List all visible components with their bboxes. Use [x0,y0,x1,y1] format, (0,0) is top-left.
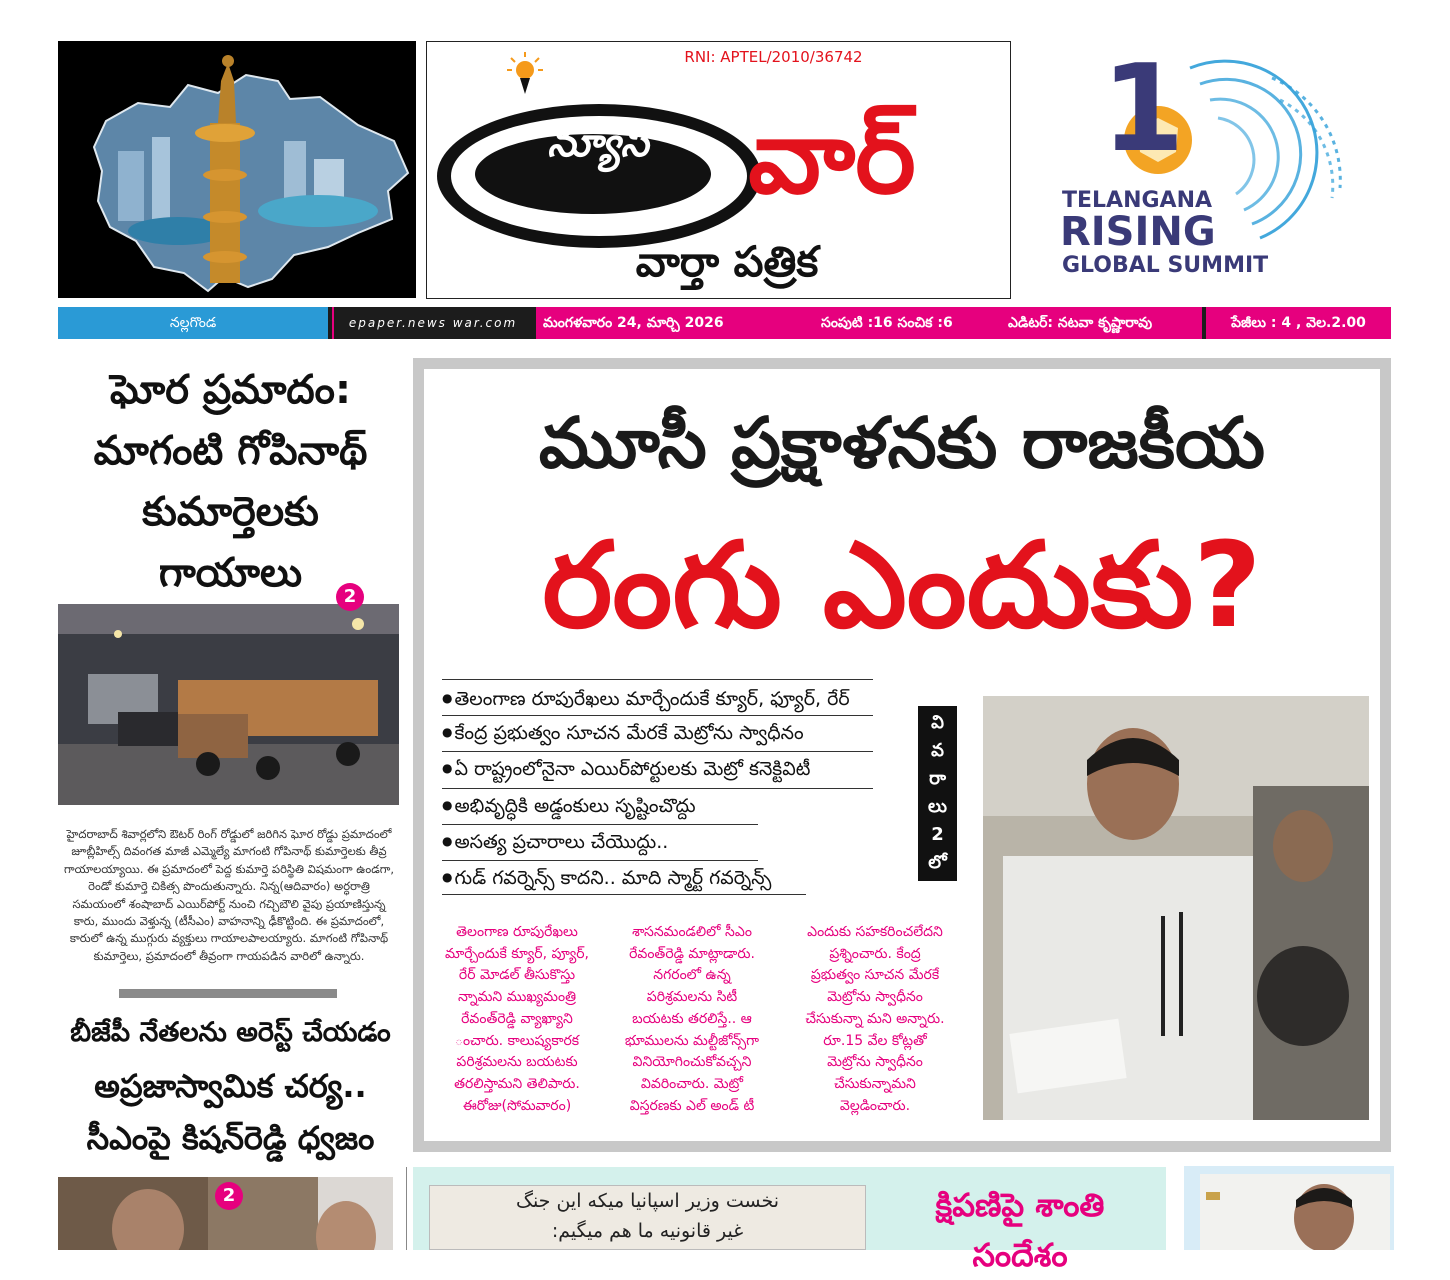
bullet-rule [442,894,806,895]
story-line: రేవంత్‌రెడ్డి వ్యాఖ్యాని [461,1010,573,1027]
summit-numeral: 1 [1101,40,1185,179]
story-line: న్నామని ముఖ్యమంత్రి [457,989,577,1006]
editor-name: ఎడిటర్: నటవా కృష్ణారావు [1008,315,1153,331]
rni-number: RNI: APTEL/2010/36742 [684,48,863,66]
truck-accident-image [58,604,399,805]
cm-speech-photo[interactable] [983,696,1369,1120]
summit-line2: RISING [1060,209,1216,255]
left-story2-headline[interactable] [58,1060,403,1164]
left-story1-body: హైదరాబాద్ శివార్లలోని ఔటర్ రింగ్ రోడ్డులో జరిగిన ఘోర రోడ్డు ప్రమాదంలో జూబ్లీహిల్స్ దివంగత మాజీ ఎమ్మెల్యే మాగంటి గోపినాథ్ కుమార్తెలకు తీవ్ర గాయాలయ్యాయి. ఈ ప్రమాదంలో పెద్ద కుమార్తె పరిస్థితి విషమంగా ఉండగా, రెండో కుమార్తె చికిత్స పొందుతున్నారు. నిన్న(ఆదివారం) అర్ధరాత్రి సమయంలో శంషాబాద్ ఎయిర్‌పోర్ట్ నుంచి గచ్చిబౌలి వైపు ప్రయాణిస్తున్న కారు, ముందు వెళ్తున్న (టీసీఎం) వాహనాన్ని ఢీకొట్టింది. ఈ ప్రమాదంలో, కారులో ఉన్న ముగ్గురు వ్యక్తులు గాయాలపాలయ్యారు. మాగంటి గోపినాథ్ కుమార్తెలు, ప్రమాదంలో తీవ్రంగా గాయపడిన వారిలో ఉన్నారు. [64,827,394,963]
person-image [1184,1166,1394,1250]
bullet-point: ● ఏ రాష్ట్రంలోనైనా ఎయిర్‌పోర్టులకు మెట్రో కనెక్టివిటీ [442,753,810,784]
section-divider [119,989,337,998]
story-line: నగరంలో ఉన్న [653,967,731,984]
story-line: ప్రశ్నించారు. కేంద్ర [829,945,921,962]
bar-divider [328,307,332,339]
column-divider [406,1167,407,1250]
headline-line: సీఎంపై కిషన్‌రెడ్డి ధ్వజం [86,1119,375,1157]
bullet-point: ● గుడ్ గవర్నెన్స్ కాదని.. మాది స్మార్ట్ గవర్నెన్స్ [442,862,771,893]
story-line: వివరించారు. మెట్రో [640,1075,744,1092]
story-line: రేవంత్‌రెడ్డి మాట్లాడారు. [629,945,755,962]
tag-char: రా [929,768,946,789]
story-line: చేసుకున్నామని [834,1075,916,1092]
bullet-rule [442,788,873,789]
tag-char: వి [931,712,944,733]
story-line: రేర్ మోడల్ తీసుకొస్తు [458,967,576,984]
story-line: ంచారు. కాలుష్యకారక [454,1032,580,1049]
story-line: తరలిస్తామని తెలిపారు. [454,1075,580,1092]
headline-line: సందేశం [972,1236,1068,1274]
bullet-point: ● అసత్య ప్రచారాలు చేయొద్దు.. [442,826,668,857]
logo-subtitle: వార్తా పత్రిక [635,237,819,286]
urdu-sign-line1: نخست وزیر اسپانیا میکه این جنگ [515,1190,780,1212]
story-line: బయటకు తరలిస్తే.. ఆ [632,1010,752,1027]
edition-city: నల్లగొండ [58,307,328,339]
pages-price: పేజీలు : 4 , వెల.2.00 [1231,315,1366,331]
story-line: చేసుకున్నా మని అన్నారు. [805,1010,945,1027]
headline-line: ఘోర ప్రమాదం: [110,367,351,413]
story-line: ఎందుకు సహకరించలేదని [807,924,943,940]
story-column-1 [437,922,597,1117]
bullet-rule [442,715,873,716]
page-ref-badge[interactable]: 2 [336,583,364,611]
bullet-rule [442,824,758,825]
bullet-rule [442,751,873,752]
story-column-2 [612,922,772,1117]
left-story2-headline-line1[interactable]: బీజేపీ నేతలను అరెస్ట్ చేయడం [70,1017,391,1048]
story-line: రూ.15 వేల కోట్లతో [823,1032,927,1049]
bullet-rule [442,679,873,680]
tag-char: లో [928,852,947,873]
story-line: ప్రభుత్వం సూచన మేరకే [810,967,940,984]
telangana-rising-summit-logo [1040,40,1370,293]
story-line: మెట్రోను స్వాధీనం [827,1054,923,1071]
bullet-rule [442,860,758,861]
story-line: మార్చేందుకే క్యూర్, ప్యూర్, [445,945,589,962]
tag-char: 2 [931,824,944,845]
story-line: విస్తరణకు ఎల్ అండ్ టీ [629,1097,755,1114]
epaper-site[interactable]: epaper.news war.com [334,307,532,339]
logo-main-word: వార్ [748,98,916,217]
story-line: వినియోగించుకోవచ్చని [632,1054,752,1071]
telangana-map-artwork [58,41,416,298]
logo-top-word: న్యూస్ [547,120,649,166]
info-bar [58,307,1391,339]
story-line: వెల్లడించారు. [839,1097,911,1114]
bullet-point: ● తెలంగాణ రూపురేఖలు మార్చేందుకే క్యూర్, ఫ్యూర్, రేర్ [442,683,850,714]
newspaper-logo [426,41,1011,299]
accident-photo[interactable] [58,604,399,805]
story-column-3 [795,922,955,1117]
story-line: తెలంగాణ రూపురేఖలు [456,924,578,940]
headline-line: కుమార్తెలకు [142,489,319,535]
bar-divider [532,307,536,339]
headline-line: గాయాలు [158,550,303,596]
bullet-point: ● అభివృద్ధికి అడ్డంకులు సృష్టించొద్దు [442,790,696,821]
left-story1-headline[interactable] [58,360,403,604]
headline-line: మాగంటి గోపినాథ్ [93,428,368,474]
page-ref-badge[interactable]: 2 [215,1182,243,1210]
statue-city-illustration [58,41,416,298]
volume-issue: సంపుటి :16 సంచిక :6 [821,315,953,331]
story-line: పరిశ్రమలను సిటీ [646,989,738,1006]
headline-line: క్షిపణిపై శాంతి [935,1186,1105,1224]
tag-char: లు [928,796,947,817]
story-line: పరిశ్రమలను బయటకు [456,1054,578,1071]
urdu-sign-photo[interactable] [429,1185,866,1250]
summit-line1: TELANGANA [1062,188,1213,213]
cm-speaking-image [983,696,1369,1120]
summit-line3: GLOBAL SUMMIT [1062,253,1269,278]
bottom-story-headline[interactable] [880,1180,1160,1280]
headline-line: అప్రజాస్వామిక చర్య.. [94,1067,367,1105]
main-headline-line2[interactable]: రంగు ఎందుకు? [542,516,1262,654]
story-line: భూములను మల్టీజోన్స్‌గా [624,1032,760,1049]
story-line: శాసనమండలిలో సీఎం [632,924,752,940]
main-headline-line1[interactable]: మూసీ ప్రక్షాళనకు రాజకీయ [538,402,1266,484]
bullet-point: ● కేంద్ర ప్రభుత్వం సూచన మేరకే మెట్రోను స్వాధీనం [442,717,804,748]
urdu-sign-line2: غیر قانونیه ما هم میگیم: [551,1220,744,1242]
details-page-tag[interactable] [918,706,957,881]
bottom-right-photo[interactable] [1184,1166,1394,1250]
story-line: ఈరోజు(సోమవారం) [462,1097,572,1114]
tag-char: వ [931,740,944,761]
issue-date: మంగళవారం 24, మార్చి 2026 [543,315,724,331]
story-line: మెట్రోను స్వాధీనం [827,989,923,1006]
